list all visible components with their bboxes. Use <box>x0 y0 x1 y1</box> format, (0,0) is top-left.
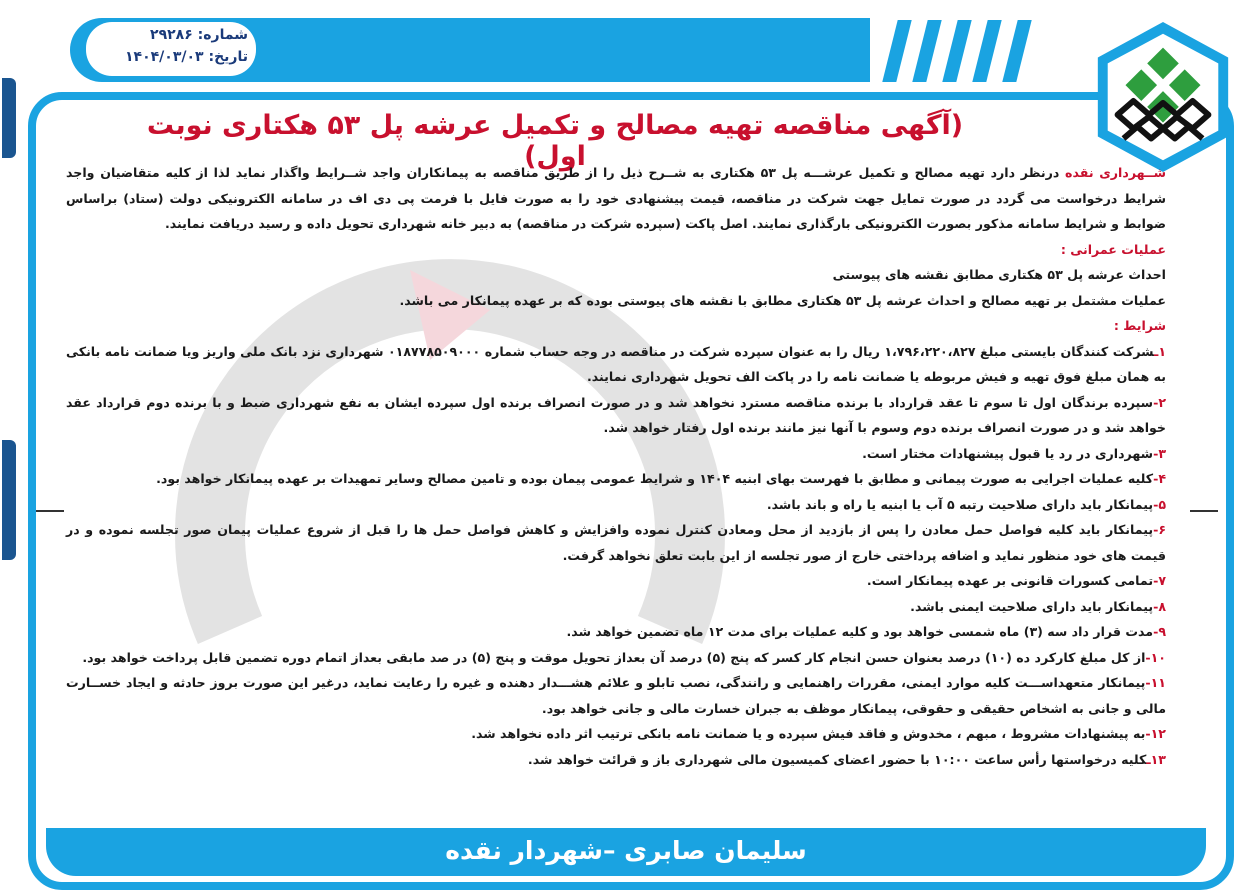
condition-number: ۶- <box>1153 522 1166 537</box>
condition-item <box>66 747 1166 773</box>
condition-number: ۱۰- <box>1145 649 1166 665</box>
condition-text: تمامی کسورات قانونی بر عهده پیمانکار است. <box>866 573 1154 588</box>
condition-item <box>66 517 1166 568</box>
notice-title: (آگهی مناقصه تهیه مصالح و تکمیل عرشه پل ۵۳ هکتاری نوبت اول) <box>146 110 964 172</box>
margin-tick-left <box>36 510 64 512</box>
condition-number: ۲- <box>1153 394 1166 410</box>
signature-text: سلیمان صابری –شهردار نقده <box>445 836 807 865</box>
condition-number: ۱۳ـ <box>1146 751 1166 767</box>
reference-number: شماره: ۲۹۲۸۶ <box>150 27 248 43</box>
condition-text: کلیه درخواستها رأس ساعت ۱۰:۰۰ با حضور اعضای کمیسیون مالی شهرداری باز و قرائت خواهد شد. <box>527 751 1147 767</box>
condition-text: پیمانکار باید دارای صلاحیت رتبه ۵ آب یا ابنیه یا راه و باند باشد. <box>766 496 1154 512</box>
condition-text: شهرداری در رد یا قبول پیشنهادات مختار است. <box>862 445 1154 461</box>
condition-number: ۴- <box>1153 471 1166 486</box>
intro-text: درنظر دارد تهیه مصالح و تکمیل عرشـــه پل ۵۳ هکتاری به شــرح ذیل را از طریق مناقصه به پیمانکاران واجد شــرایط واگذار نماید لذا از کلیه متقاضیان واجد شرایط درخواست می گردد در صورت تمایل جهت شرکت در مناقصه، قیمت پیشنهادی خود را به صورت فایل با فرمت پی دی اف در سامانه الکترونیکی دولت (ستاد) براساس ضوابط و شرایط سامانه مذکور بصورت الکترونیکی بارگذاری نمایند. اصل پاکت (سپرده شرکت در مناقصه) به دبیر خانه شهرداری تحویل داده و رسید دریافت نمایند. <box>66 165 1166 231</box>
header-stripes <box>880 20 1060 82</box>
condition-item <box>66 594 1166 620</box>
condition-item <box>66 645 1166 671</box>
condition-number: ۳- <box>1153 445 1166 461</box>
municipality-logo-icon <box>1084 18 1242 176</box>
condition-number: ۷- <box>1153 573 1166 588</box>
condition-text: کلیه عملیات اجرایی به صورت پیمانی و مطابق با فهرست بهای ابنیه ۱۴۰۴ و شرایط عمومی پیمان بوده و تامین مصالح وسایر تمهیدات بر عهده پیمانکار خواهد بود. <box>156 471 1154 486</box>
condition-text: شرکت کنندگان بایستی مبلغ ۱،۷۹۶،۲۲۰،۸۲۷ ریال را به عنوان سپرده شرکت در مناقصه در وجه حساب شماره ۰۱۸۷۷۸۵۰۹۰۰۰ شهرداری نزد بانک ملی واریز ویا ضمانت نامه بانکی به همان مبلغ فوق تهیه و فیش مربوطه یا ضمانت نامه را در پاکت الف تحویل شهرداری نمایند. <box>66 343 1166 384</box>
condition-text: پیمانکار باید کلیه فواصل حمل معادن را پس از بازدید از محل ومعادن کنترل نموده وافزایش و کاهش فواصل حمل ها را قبل از شروع عملیات پیمان صور تجلسه نموده و در قیمت های خود منظور نماید و اضافه پرداختی خارج از صور تجلسه از این بابت تعلق نخواهد گرفت. <box>66 522 1166 563</box>
condition-item <box>66 492 1166 518</box>
condition-number: ۸- <box>1153 598 1166 614</box>
condition-item <box>66 670 1166 721</box>
operations-line-1: احداث عرشه پل ۵۳ هکتاری مطابق نقشه های پیوستی <box>832 267 1166 282</box>
signature-bar <box>46 828 1206 876</box>
condition-item <box>66 568 1166 594</box>
operations-heading: عملیات عمرانی : <box>1060 241 1166 257</box>
left-edge-decoration <box>0 50 16 810</box>
condition-number: ۹- <box>1153 624 1166 639</box>
notice-body <box>66 160 1166 772</box>
condition-item <box>66 390 1166 441</box>
condition-text: پیمانکار باید دارای صلاحیت ایمنی باشد. <box>910 598 1154 614</box>
condition-item <box>66 721 1166 747</box>
reference-date: تاریخ: ۱۴۰۴/۰۳/۰۳ <box>125 49 248 65</box>
margin-tick-right <box>1190 510 1218 512</box>
condition-item <box>66 339 1166 390</box>
municipality-name: شــهرداری نقده <box>1065 165 1166 180</box>
condition-text: از کل مبلغ کارکرد ده (۱۰) درصد بعنوان حسن انجام کار کسر که پنج (۵) درصد آن بعداز تحویل موقت و پنج (۵) در صد مابقی بعداز اتمام دوره تضمین قابل پرداخت خواهد بود. <box>82 649 1146 665</box>
reference-info <box>98 24 248 68</box>
condition-number: ۱ـ <box>1154 343 1166 359</box>
operations-line-2: عملیات مشتمل بر تهیه مصالح و احداث عرشه پل ۵۳ هکتاری مطابق با نقشه های پیوستی بوده که بر عهده پیمانکار می باشد. <box>399 292 1166 308</box>
condition-text: به پیشنهادات مشروط ، مبهم ، مخدوش و فاقد فیش سپرده و یا ضمانت نامه بانکی ترتیب اثر داده نخواهد شد. <box>471 726 1146 741</box>
condition-item <box>66 466 1166 492</box>
condition-item <box>66 619 1166 645</box>
condition-number: ۱۲- <box>1145 726 1166 741</box>
condition-text: مدت قرار داد سه (۳) ماه شمسی خواهد بود و کلیه عملیات برای مدت ۱۲ ماه تضمین خواهد شد. <box>566 624 1154 639</box>
condition-number: ۱۱- <box>1145 675 1166 690</box>
condition-number: ۵- <box>1153 496 1166 512</box>
condition-text: سپرده برندگان اول تا سوم تا عقد قرارداد با برنده مناقصه مسترد نخواهد شد و در صورت انصراف برنده اول سپرده ایشان به نفع شهرداری ضبط و با برنده دوم قرارداد عقد خواهد شد و در صورت انصراف برنده دوم وسوم با آنها نیز مانند برنده اول رفتار خواهد شد. <box>66 394 1166 435</box>
condition-text: پیمانکار متعهداســـت کلیه موارد ایمنی، مقررات راهنمایی و رانندگی، نصب تابلو و علائم هشـــدار دهنده و غیره را رعایت نماید، درغیر این صورت بروز حادثه و ایجاد خســارت مالی و جانی به اشخاص حقیقی و حقوقی، پیمانکار موظف به جبران خسارت مالی و جانی خواهد بود. <box>66 675 1166 716</box>
condition-item <box>66 441 1166 467</box>
conditions-heading: شرایط : <box>1113 318 1166 333</box>
intro-paragraph <box>66 160 1166 237</box>
